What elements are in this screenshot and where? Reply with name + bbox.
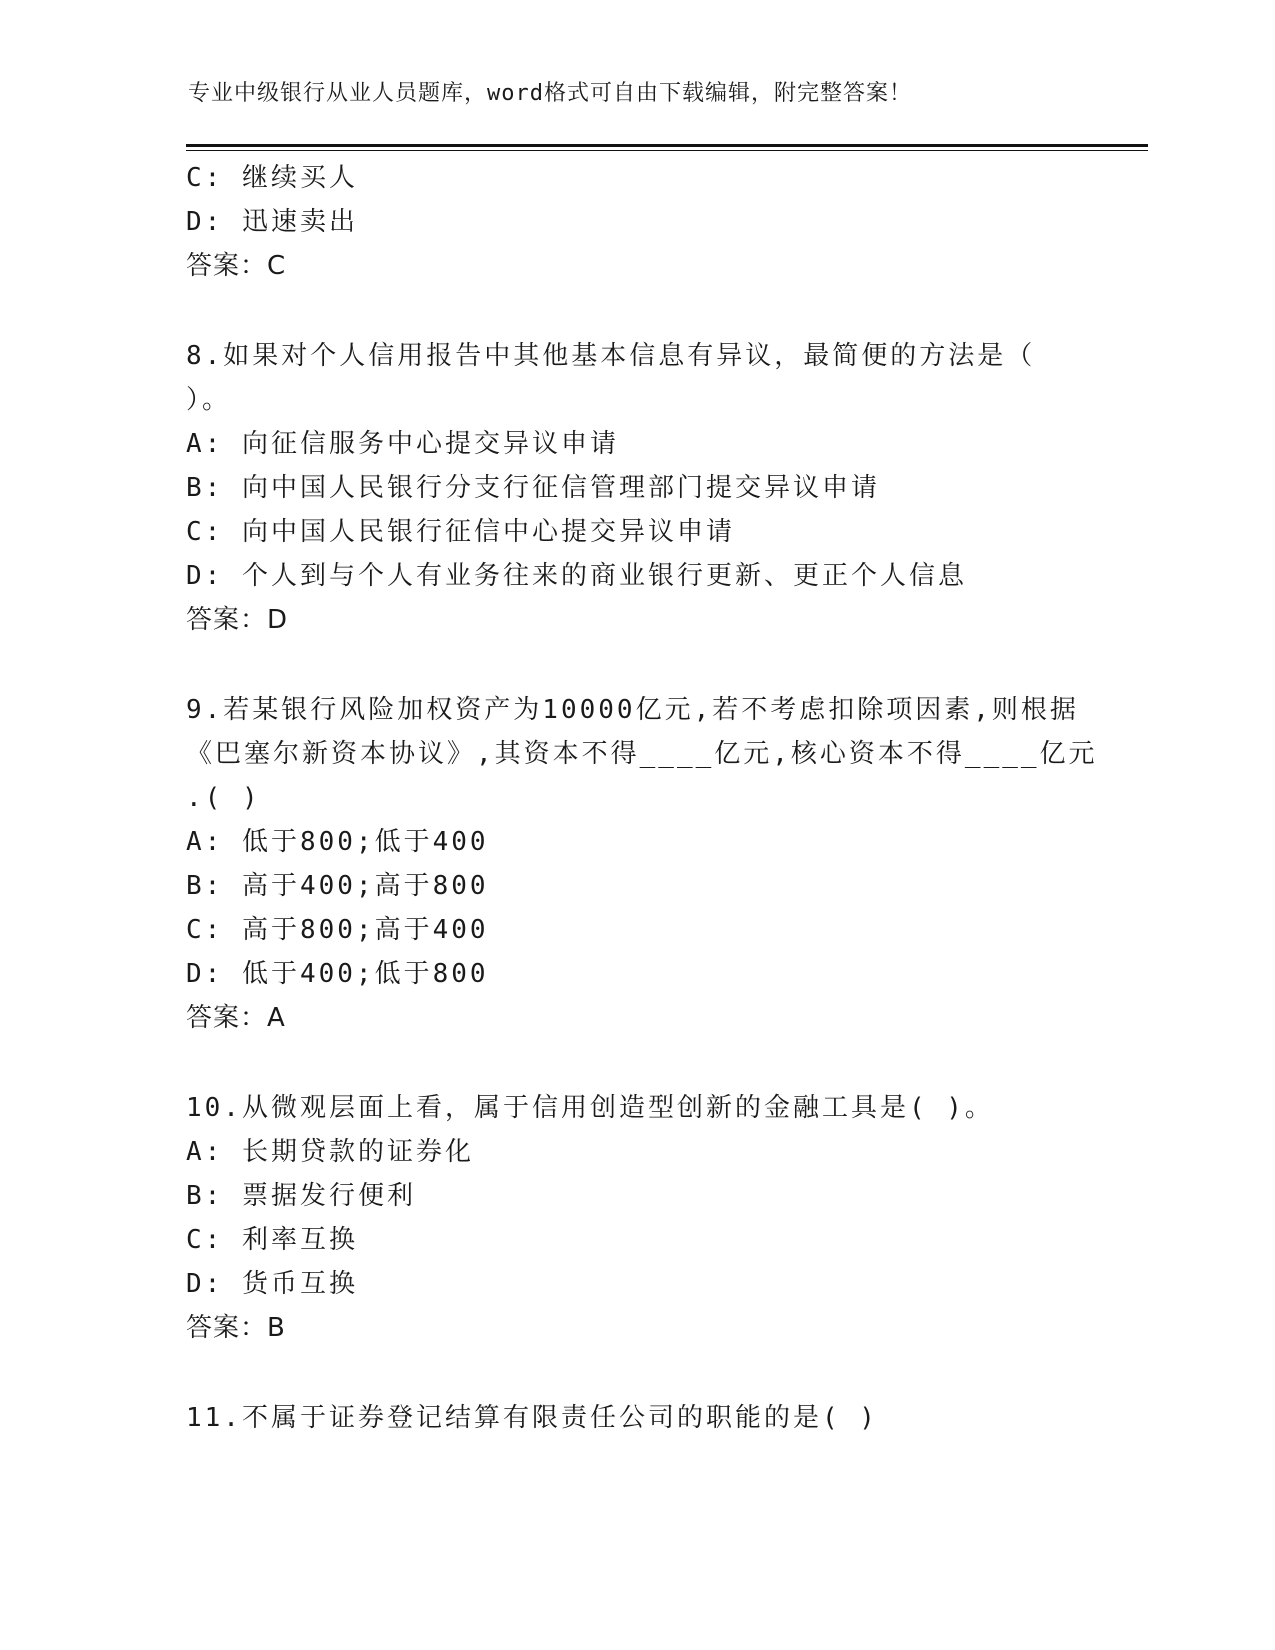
answer-line: 答案：B bbox=[186, 1313, 286, 1343]
answer-line: 答案：A bbox=[186, 1003, 286, 1033]
option-line: D: 低于400;低于800 bbox=[186, 959, 489, 989]
option-line: B: 高于400;高于800 bbox=[186, 871, 489, 901]
option-line: D: 货币互换 bbox=[186, 1269, 358, 1299]
option-line: A: 长期贷款的证券化 bbox=[186, 1137, 474, 1167]
option-line: B: 向中国人民银行分支行征信管理部门提交异议申请 bbox=[186, 473, 880, 503]
answer-line: 答案：D bbox=[186, 605, 289, 635]
question-line: 10.从微观层面上看，属于信用创造型创新的金融工具是( )。 bbox=[186, 1093, 994, 1123]
option-line: B: 票据发行便利 bbox=[186, 1181, 416, 1211]
header-divider-thick bbox=[186, 144, 1148, 147]
option-line: A: 低于800;低于400 bbox=[186, 827, 489, 857]
question-line: 11.不属于证券登记结算有限责任公司的职能的是( ) bbox=[186, 1403, 878, 1433]
header-divider-thin bbox=[186, 150, 1148, 151]
document-header: 专业中级银行从业人员题库，word格式可自由下载编辑，附完整答案！ bbox=[188, 81, 912, 106]
question-line: 8.如果对个人信用报告中其他基本信息有异议，最简便的方法是（ bbox=[186, 341, 1036, 371]
option-line: C: 高于800;高于400 bbox=[186, 915, 489, 945]
option-line: A: 向征信服务中心提交异议申请 bbox=[186, 429, 619, 459]
option-line: D: 个人到与个人有业务往来的商业银行更新、更正个人信息 bbox=[186, 561, 967, 591]
option-line: C: 继续买人 bbox=[186, 163, 358, 193]
question-line: 9.若某银行风险加权资产为10000亿元,若不考虑扣除项因素,则根据 bbox=[186, 695, 1079, 725]
option-line: C: 向中国人民银行征信中心提交异议申请 bbox=[186, 517, 735, 547]
option-line: D: 迅速卖出 bbox=[186, 207, 358, 237]
question-line: .( ) bbox=[186, 783, 261, 813]
question-line: 《巴塞尔新资本协议》,其资本不得____亿元,核心资本不得____亿元 bbox=[186, 739, 1098, 769]
question-line: ）。 bbox=[186, 385, 232, 415]
answer-line: 答案：C bbox=[186, 251, 287, 281]
option-line: C: 利率互换 bbox=[186, 1225, 358, 1255]
